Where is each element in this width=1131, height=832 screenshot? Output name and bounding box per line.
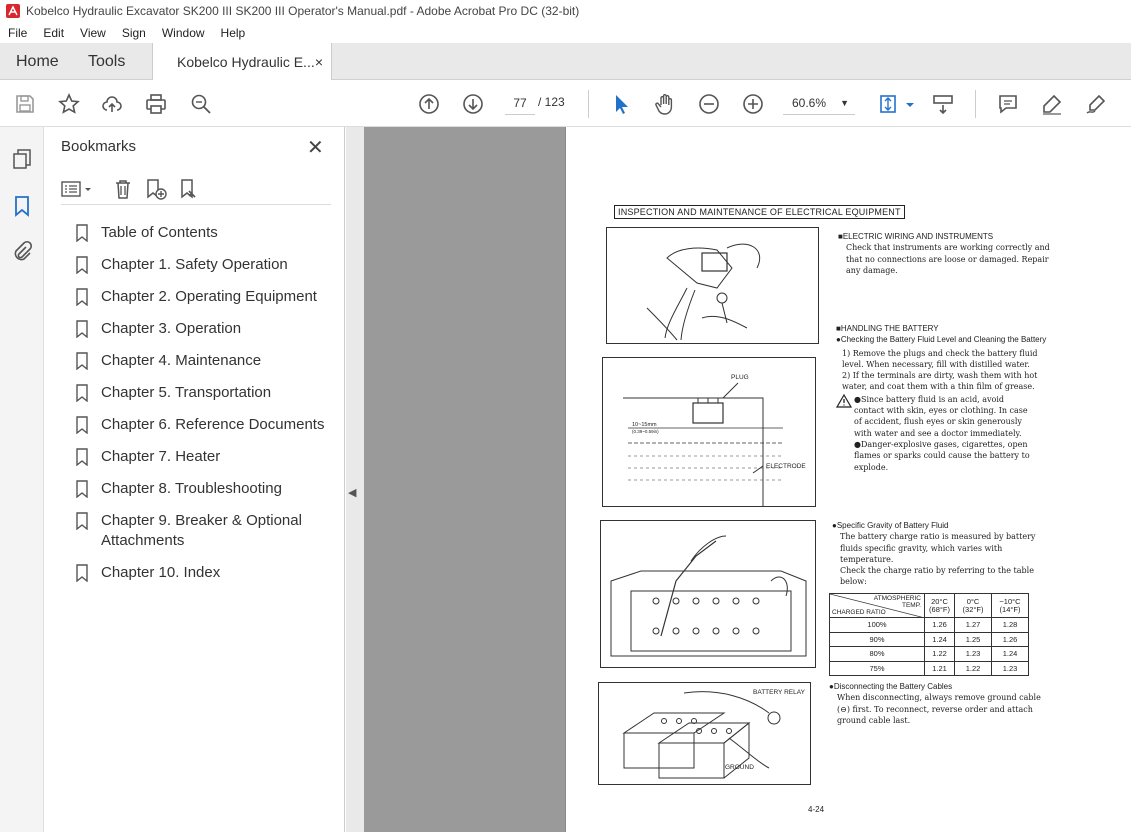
wiring-body: Check that instruments are working correctly and that no connections are loose or damaged. Repair any damage. bbox=[846, 243, 1050, 275]
table-col-header: −10°C (14°F) bbox=[992, 594, 1029, 618]
page-up-icon[interactable] bbox=[417, 92, 441, 116]
select-cursor-icon[interactable] bbox=[609, 92, 633, 116]
menu-help[interactable]: Help bbox=[220, 25, 246, 40]
bookmark-label: Chapter 10. Index bbox=[101, 564, 221, 581]
menu-sign[interactable]: Sign bbox=[121, 25, 146, 40]
page-number-input[interactable] bbox=[505, 91, 535, 115]
zoom-level-select[interactable] bbox=[783, 91, 855, 115]
cables-body: When disconnecting, always remove ground cable (⊖) first. To reconnect, reverse order and attach ground cable last. bbox=[837, 693, 1041, 725]
sign-icon[interactable] bbox=[1084, 92, 1108, 116]
gravity-body-2: Check the charge ratio by referring to the table below: bbox=[840, 566, 1034, 587]
fluid-level-label: 10~15mm bbox=[632, 422, 657, 428]
attachment-icon[interactable] bbox=[10, 240, 34, 264]
hydrometer-illustration bbox=[600, 520, 816, 668]
bookmark-label: Chapter 4. Maintenance bbox=[101, 352, 262, 369]
menu-view[interactable]: View bbox=[80, 25, 106, 40]
bookmark-item[interactable] bbox=[75, 223, 335, 243]
menu-edit[interactable]: Edit bbox=[43, 25, 65, 40]
table-corner-cell bbox=[830, 594, 925, 618]
title-bar bbox=[0, 0, 1131, 22]
bookmark-icon bbox=[75, 564, 89, 582]
bookmark-label: Chapter 6. Reference Documents bbox=[101, 416, 325, 433]
fluid-step-1: 1) Remove the plugs and check the battery fluid level. When necessary, fill with distilled water. bbox=[842, 348, 1038, 369]
highlight-pen-icon[interactable] bbox=[1040, 92, 1064, 116]
tab-document[interactable] bbox=[152, 43, 332, 81]
document-canvas bbox=[364, 127, 565, 832]
bookmark-item[interactable] bbox=[75, 479, 335, 499]
tab-home[interactable]: Home bbox=[16, 52, 59, 70]
plug-label: PLUG bbox=[731, 374, 749, 381]
table-row: 90% 1.24 1.25 1.26 bbox=[830, 632, 1029, 647]
bookmark-label: Chapter 7. Heater bbox=[101, 448, 221, 465]
menu-bar bbox=[0, 22, 1131, 43]
collapse-panel-icon[interactable]: ◀ bbox=[348, 487, 357, 499]
fluid-title: ●Checking the Battery Fluid Level and Cleaning the Battery bbox=[836, 335, 1047, 345]
zoom-out-icon[interactable] bbox=[697, 92, 721, 116]
fluid-level-inch-label: (0.39~0.59in) bbox=[632, 429, 659, 434]
wiring-illustration bbox=[606, 227, 819, 344]
cables-section bbox=[829, 681, 1047, 726]
table-row: 80% 1.22 1.23 1.24 bbox=[830, 647, 1029, 662]
zoom-search-icon[interactable] bbox=[189, 92, 213, 116]
page-down-icon[interactable] bbox=[461, 92, 485, 116]
bookmark-item[interactable] bbox=[75, 319, 335, 339]
toolbar-divider bbox=[975, 90, 976, 118]
bookmark-icon bbox=[75, 224, 89, 242]
table-row: 75% 1.21 1.22 1.23 bbox=[830, 661, 1029, 676]
bookmark-icon bbox=[75, 416, 89, 434]
page-number: 4-24 bbox=[808, 805, 825, 814]
bookmark-item[interactable] bbox=[75, 511, 335, 551]
fluid-step-2: 2) If the terminals are dirty, wash them with hot water, and coat them with a thin film of grease. bbox=[842, 371, 1038, 392]
ground-label: GROUND bbox=[725, 764, 754, 771]
menu-window[interactable]: Window bbox=[161, 25, 205, 40]
bookmark-icon bbox=[75, 288, 89, 306]
bookmark-search-icon[interactable] bbox=[177, 177, 201, 201]
new-bookmark-icon[interactable] bbox=[143, 177, 167, 201]
page-heading: INSPECTION AND MAINTENANCE OF ELECTRICAL EQUIPMENT bbox=[614, 205, 905, 219]
left-navigation-rail bbox=[0, 127, 44, 832]
warning-explosive: ●Danger-explosive gases, cigarettes, open flames or sparks could cause the battery to explode. bbox=[854, 439, 1030, 472]
bookmark-icon bbox=[75, 256, 89, 274]
bookmark-label: Chapter 1. Safety Operation bbox=[101, 256, 288, 273]
bookmark-icon bbox=[75, 448, 89, 466]
chevron-down-icon: ▼ bbox=[840, 98, 849, 108]
fit-page-dropdown-icon[interactable] bbox=[898, 92, 910, 116]
bookmark-label: Chapter 3. Operation bbox=[101, 320, 242, 337]
bookmark-item[interactable] bbox=[75, 563, 335, 583]
bookmark-label: Table of Contents bbox=[101, 224, 218, 241]
warning-icon bbox=[836, 394, 852, 408]
bookmark-item[interactable] bbox=[75, 383, 335, 403]
panel-splitter[interactable] bbox=[346, 127, 364, 832]
star-icon[interactable] bbox=[57, 92, 81, 116]
electrode-label: ELECTRODE bbox=[766, 463, 806, 470]
cables-title: ●Disconnecting the Battery Cables bbox=[829, 682, 953, 691]
bookmark-icon bbox=[75, 384, 89, 402]
tab-document-label: Kobelco Hydraulic E... bbox=[177, 54, 315, 70]
battery-relay-label: BATTERY RELAY bbox=[753, 689, 805, 696]
hand-tool-icon[interactable] bbox=[653, 92, 677, 116]
print-icon[interactable] bbox=[144, 92, 168, 116]
bookmark-item[interactable] bbox=[75, 415, 335, 435]
bookmark-icon bbox=[75, 352, 89, 370]
bookmarks-toolbar bbox=[61, 177, 331, 205]
comment-icon[interactable] bbox=[996, 92, 1020, 116]
table-head-temp: ATMOSPHERIC TEMP. bbox=[873, 595, 921, 609]
menu-file[interactable]: File bbox=[8, 25, 28, 40]
bookmark-label: Chapter 5. Transportation bbox=[101, 384, 272, 401]
toolbar-divider bbox=[588, 90, 589, 118]
bookmark-label: Chapter 2. Operating Equipment bbox=[101, 288, 317, 305]
gravity-table bbox=[829, 593, 1029, 676]
fit-page-icon[interactable] bbox=[876, 92, 900, 116]
battery-cables-illustration bbox=[598, 682, 811, 785]
page-total: / 123 bbox=[538, 95, 565, 109]
gravity-title: ●Specific Gravity of Battery Fluid bbox=[832, 521, 949, 530]
upload-cloud-icon[interactable] bbox=[100, 92, 124, 116]
options-menu-icon[interactable] bbox=[61, 177, 95, 201]
close-icon[interactable]: ✕ bbox=[307, 137, 324, 159]
table-col-header: 0°C (32°F) bbox=[955, 594, 992, 618]
table-head-charged: CHARGED RATIO bbox=[832, 609, 886, 616]
bookmark-item[interactable] bbox=[75, 447, 335, 467]
scroll-mode-icon[interactable] bbox=[931, 92, 955, 116]
toolbar bbox=[0, 80, 1131, 127]
bookmark-icon[interactable] bbox=[10, 194, 34, 218]
zoom-level-value: 60.6% bbox=[792, 95, 827, 110]
bookmarks-panel bbox=[45, 127, 345, 832]
warning-acid: ●Since battery fluid is an acid, avoid contact with skin, eyes or clothing. In case of accident, flush eyes or skin generously with water and see a doctor immediately. bbox=[854, 394, 1028, 438]
delete-bookmark-icon[interactable] bbox=[111, 177, 135, 201]
battery-title: ■HANDLING THE BATTERY bbox=[836, 324, 939, 333]
bookmark-icon bbox=[75, 512, 89, 530]
bookmark-item[interactable] bbox=[75, 255, 335, 275]
table-row: 100% 1.26 1.27 1.28 bbox=[830, 618, 1029, 633]
tab-bar bbox=[0, 43, 1131, 80]
page-thumbnails-icon[interactable] bbox=[10, 147, 34, 171]
wiring-title: ■ELECTRIC WIRING AND INSTRUMENTS bbox=[838, 232, 994, 241]
bookmark-item[interactable] bbox=[75, 287, 335, 307]
bookmark-label: Chapter 9. Breaker & Optional Attachments bbox=[101, 512, 302, 549]
bookmark-icon bbox=[75, 320, 89, 338]
acrobat-icon bbox=[6, 4, 20, 18]
zoom-in-icon[interactable] bbox=[741, 92, 765, 116]
bookmark-item[interactable] bbox=[75, 351, 335, 371]
gravity-body: The battery charge ratio is measured by battery fluids specific gravity, which varies with temperature. bbox=[840, 532, 1036, 564]
bookmark-label: Chapter 8. Troubleshooting bbox=[101, 480, 282, 497]
tab-tools[interactable]: Tools bbox=[88, 52, 126, 70]
window-title: Kobelco Hydraulic Excavator SK200 III SK200 III Operator's Manual.pdf - Adobe Acrobat Pro DC (32-bit) bbox=[26, 4, 580, 18]
bookmarks-panel-title: Bookmarks bbox=[61, 138, 137, 155]
wiring-section bbox=[838, 231, 1053, 276]
pdf-page bbox=[565, 127, 1131, 832]
save-icon[interactable] bbox=[13, 92, 37, 116]
gravity-section bbox=[832, 520, 1050, 588]
bookmark-list bbox=[75, 223, 335, 595]
tab-close-icon[interactable]: × bbox=[314, 54, 323, 70]
bookmark-icon bbox=[75, 480, 89, 498]
battery-section bbox=[836, 323, 1054, 473]
table-col-header: 20°C (68°F) bbox=[925, 594, 955, 618]
